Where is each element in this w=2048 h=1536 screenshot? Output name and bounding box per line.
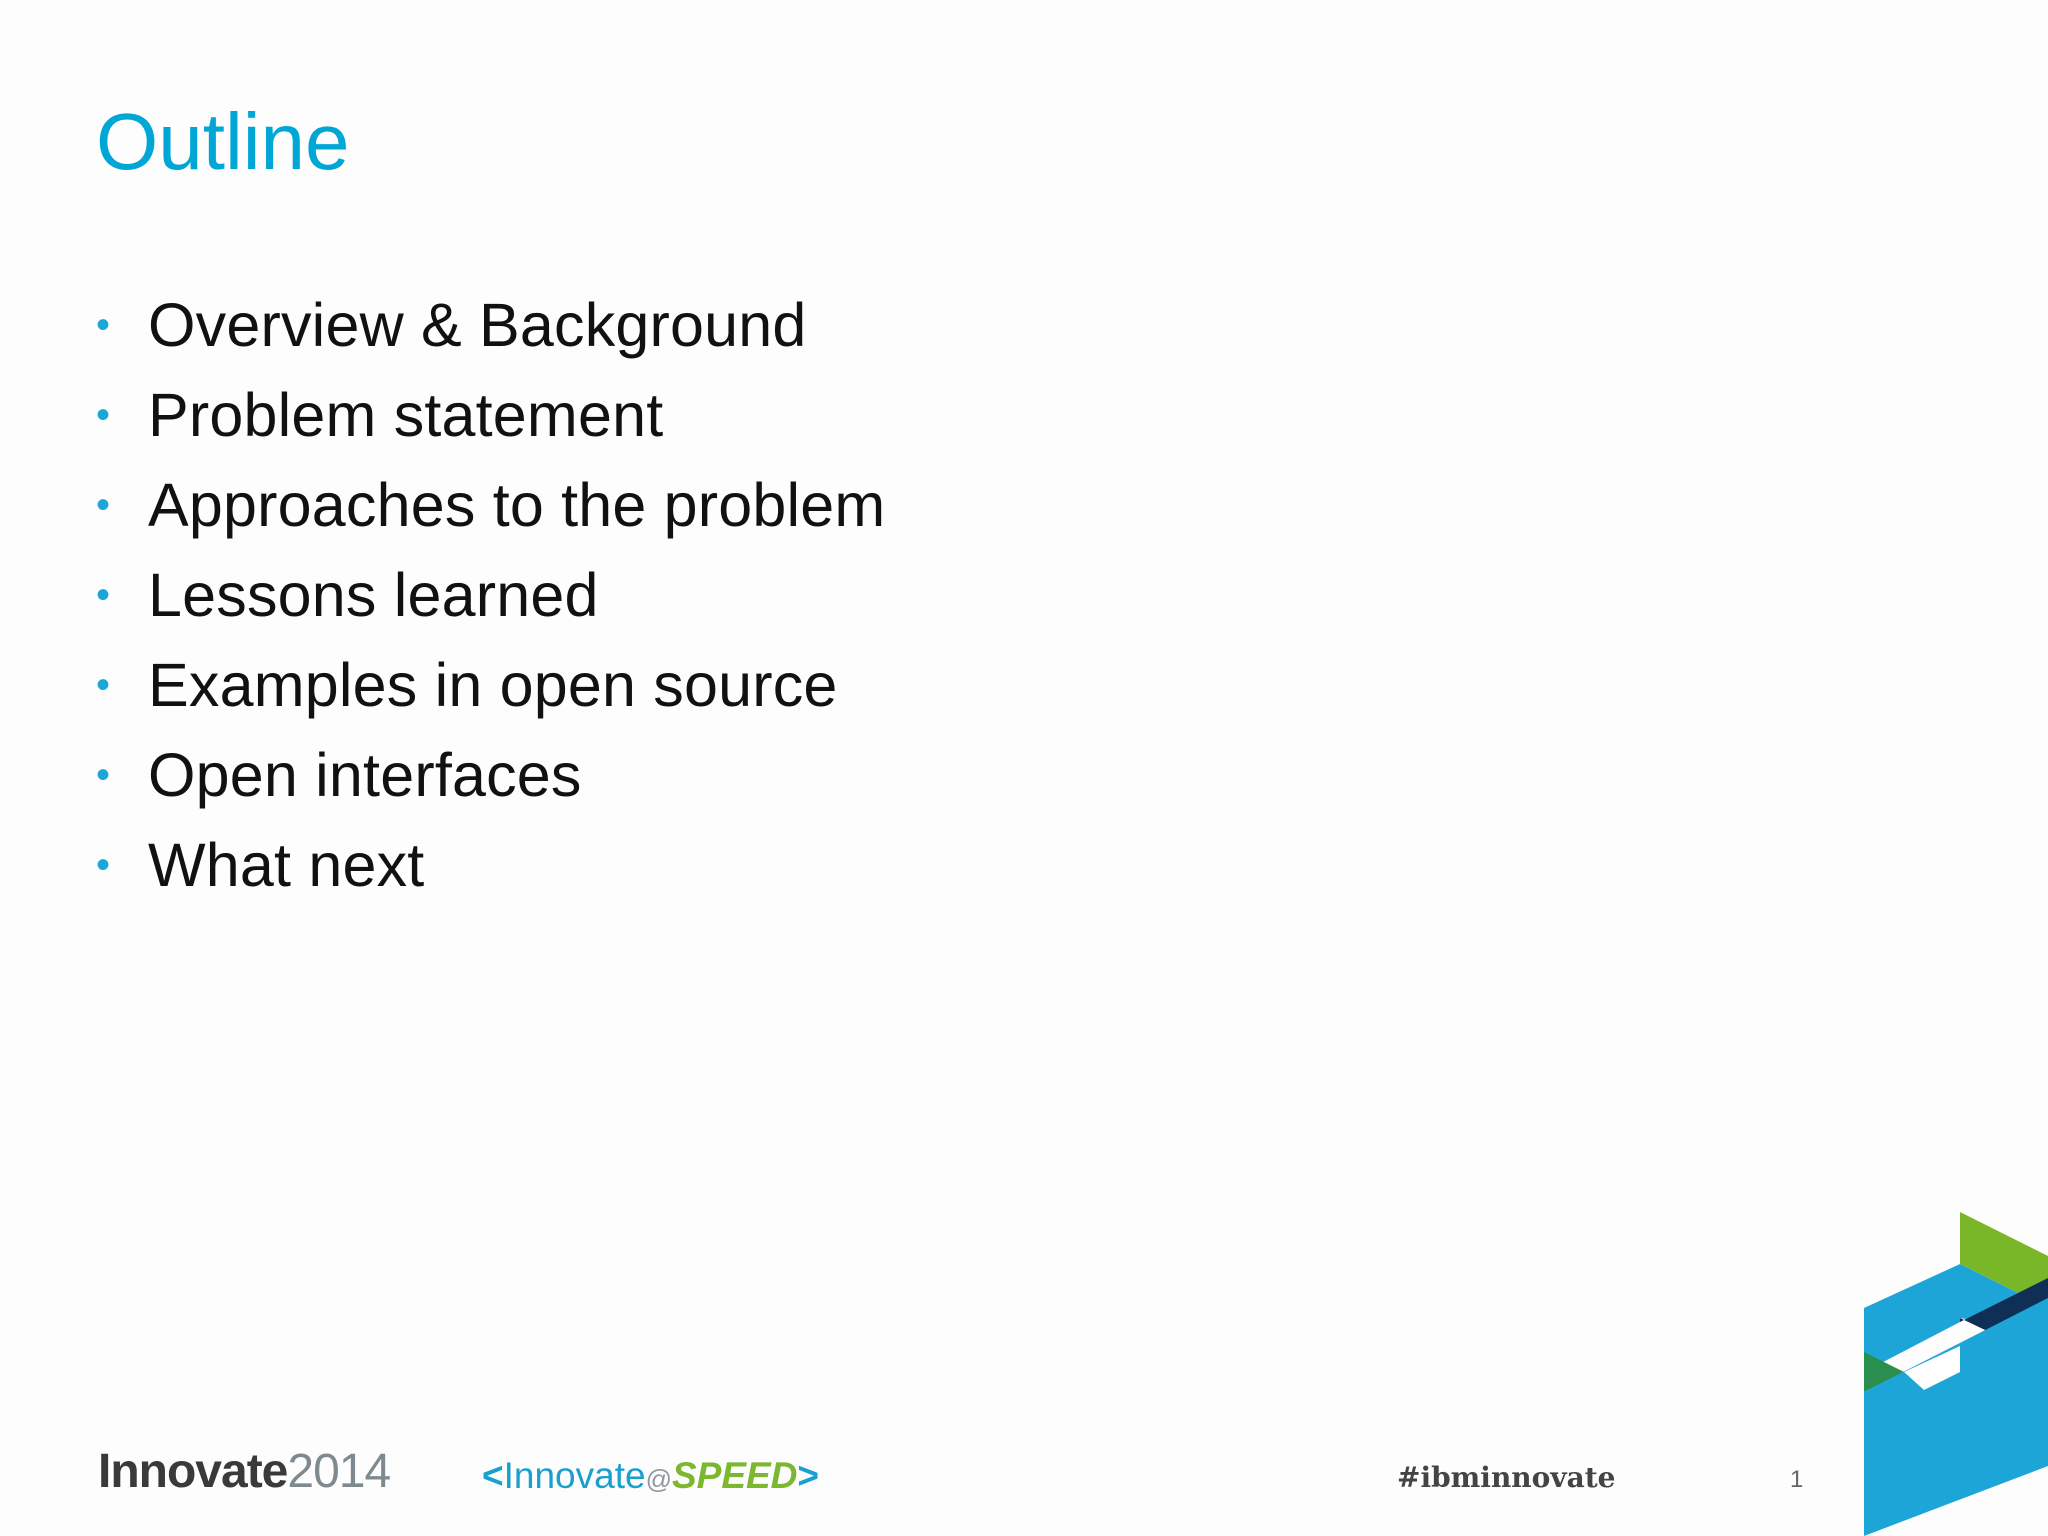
list-item xyxy=(96,820,885,910)
list-item xyxy=(96,640,885,730)
list-item xyxy=(96,460,885,550)
tagline-innovate: Innovate xyxy=(503,1455,646,1496)
slide-footer xyxy=(0,1440,2048,1510)
tagline-at: @ xyxy=(645,1464,672,1494)
bullet-text: Overview & Background xyxy=(148,291,807,359)
logo-word: Innovate xyxy=(98,1445,288,1498)
page-number: 1 xyxy=(1790,1466,1804,1493)
bullet-icon: • xyxy=(96,663,111,707)
bullet-icon: • xyxy=(96,843,111,887)
bullet-icon: • xyxy=(96,753,111,797)
list-item xyxy=(96,730,885,820)
bullet-text: Approaches to the problem xyxy=(148,471,886,539)
bullet-icon: • xyxy=(96,573,111,617)
tagline-speed: SPEED xyxy=(671,1455,798,1496)
ibm-corner-logo-icon xyxy=(1864,1212,2048,1536)
bullet-text: Lessons learned xyxy=(148,561,599,629)
logo-year: 2014 xyxy=(287,1445,391,1498)
bullet-icon: • xyxy=(96,393,111,437)
bullet-icon: • xyxy=(96,483,111,527)
bullet-text: Open interfaces xyxy=(148,741,582,809)
list-item xyxy=(96,550,885,640)
slide-title: Outline xyxy=(96,97,350,186)
bullet-text: Examples in open source xyxy=(148,651,838,719)
tagline-open-chevron: < xyxy=(482,1455,504,1496)
list-item xyxy=(96,280,885,370)
innovate-at-speed-tagline xyxy=(482,1452,819,1503)
innovate-2014-logo xyxy=(98,1440,390,1504)
bullet-text: What next xyxy=(148,831,425,899)
tagline-close-chevron: > xyxy=(797,1455,820,1496)
bullet-list xyxy=(96,280,885,910)
hashtag: #ibminnovate xyxy=(1397,1461,1616,1494)
bullet-text: Problem statement xyxy=(148,381,664,449)
bullet-icon: • xyxy=(96,303,111,347)
list-item xyxy=(96,370,885,460)
